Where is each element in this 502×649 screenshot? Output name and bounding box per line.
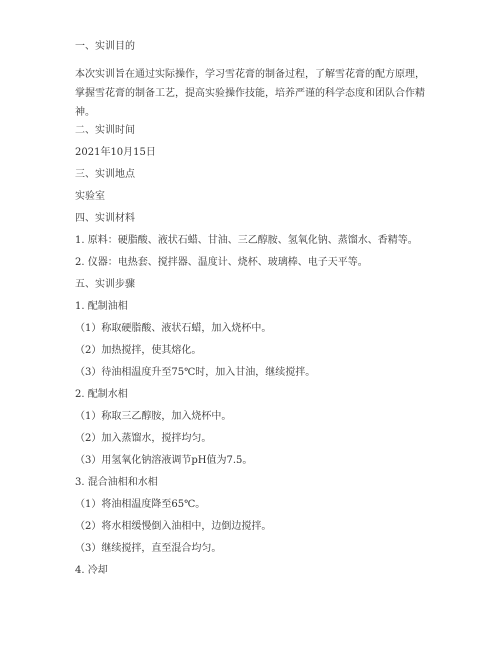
step-2-item-a: （1）称取三乙醇胺，加入烧杯中。 <box>75 411 232 422</box>
materials-heading: 四、实训材料 <box>75 213 135 224</box>
step-1-item-a: （1）称取硬脂酸、液状石蜡，加入烧杯中。 <box>75 323 272 334</box>
step-3-item-b: （2）将水相缓慢倒入油相中，边倒边搅拌。 <box>75 521 272 532</box>
materials-item-2: 2. 仪器：电热套、搅拌器、温度计、烧杯、玻璃棒、电子天平等。 <box>75 257 368 268</box>
materials-item-1: 1. 原料：硬脂酸、液状石蜡、甘油、三乙醇胺、氢氧化钠、蒸馏水、香精等。 <box>75 235 418 246</box>
location-heading: 三、实训地点 <box>75 169 135 180</box>
step-1-item-c: （3）待油相温度升至75℃时，加入甘油，继续搅拌。 <box>75 367 316 378</box>
location-text: 实验室 <box>75 191 105 202</box>
time-text: 2021年10月15日 <box>75 147 156 158</box>
step-1-item-b: （2）加热搅拌，使其熔化。 <box>75 345 202 356</box>
objective-text: 本次实训旨在通过实际操作，学习雪花膏的制备过程，了解雪花膏的配方原理，掌握雪花膏的制备工艺，提高实验操作技能，培养严谨的科学态度和团队合作精神。 <box>75 69 425 118</box>
step-4-title: 4. 冷却 <box>75 565 108 576</box>
step-3-title: 3. 混合油相和水相 <box>75 477 158 488</box>
step-1-title: 1. 配制油相 <box>75 301 128 312</box>
step-2-item-b: （2）加入蒸馏水，搅拌均匀。 <box>75 433 212 444</box>
step-3-item-c: （3）继续搅拌，直至混合均匀。 <box>75 543 222 554</box>
time-heading: 二、实训时间 <box>75 125 135 136</box>
objective-heading: 一、实训目的 <box>75 41 135 52</box>
step-2-item-c: （3）用氢氧化钠溶液调节pH值为7.5。 <box>75 455 253 466</box>
step-2-title: 2. 配制水相 <box>75 389 128 400</box>
step-3-item-a: （1）将油相温度降至65℃。 <box>75 499 206 510</box>
steps-heading: 五、实训步骤 <box>75 279 135 290</box>
